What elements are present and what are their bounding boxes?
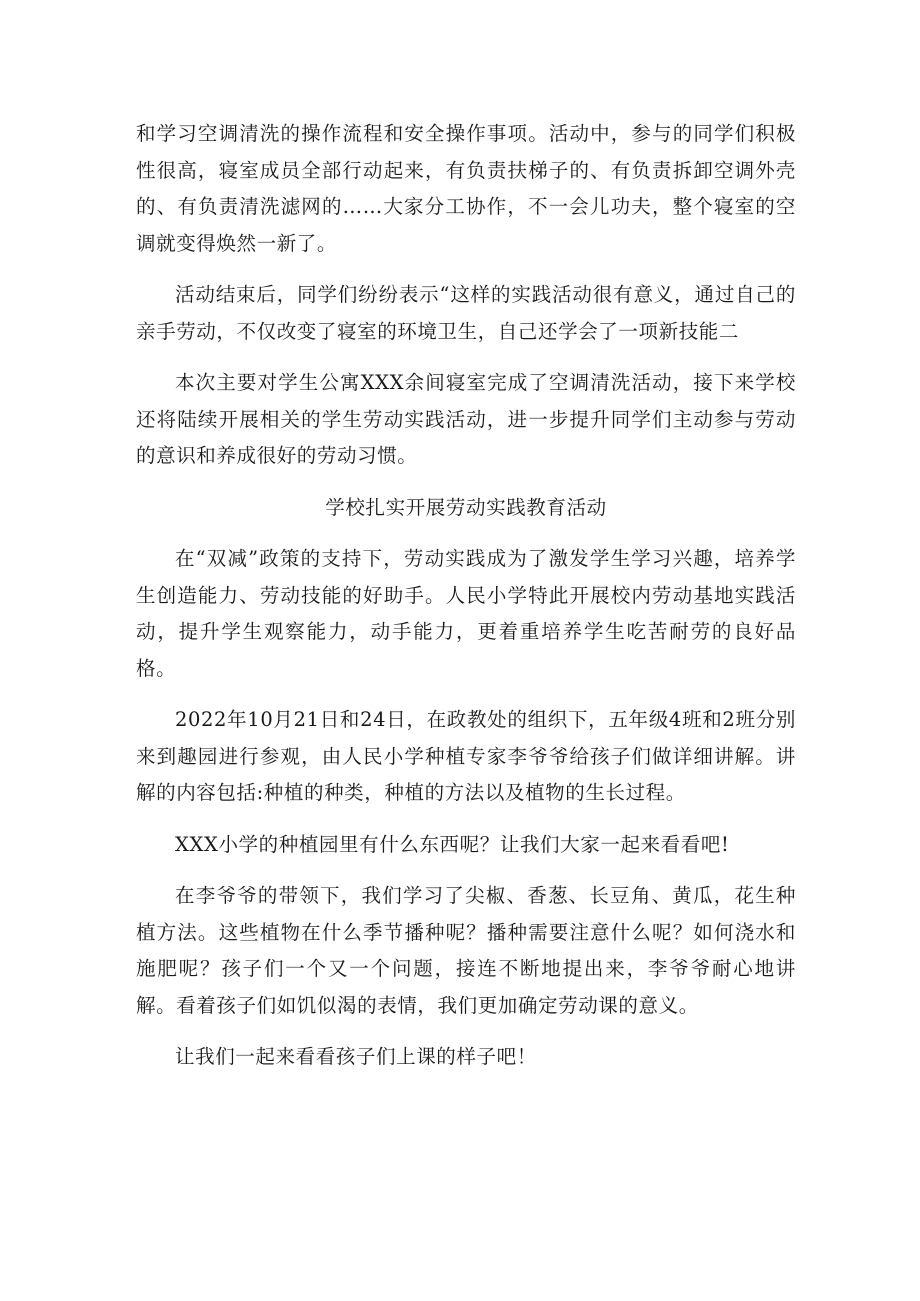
paragraph: 让我们一起来看看孩子们上课的样子吧！ [175, 1045, 537, 1068]
document-body [136, 116, 796, 1091]
section-title: 学校扎实开展劳动实践教育活动 [325, 495, 607, 519]
paragraph: 本次主要对学生公寓XXX余间寝室完成了空调清洗活动，接下来学校还将陆续开展相关的学生劳动实践活动，进一步提升同学们主动参与劳动的意识和养成很好的劳动习惯。 [136, 371, 796, 467]
paragraph-continued: 和学习空调清洗的操作流程和安全操作事项。活动中，参与的同学们积极性很高，寝室成员全部行动起来，有负责扶梯子的、有负责拆卸空调外壳的、有负责清洗滤网的……大家分工协作，不一会儿功夫，整个寝室的空调就变得焕然一新了。 [136, 122, 796, 255]
paragraph: XXX小学的种植园里有什么东西呢？让我们大家一起来看看吧! [175, 832, 730, 856]
paragraph: 2022年10月21日和24日，在政教处的组织下，五年级4班和2班分别来到趣园进行参观，由人民小学种植专家李爷爷给孩子们做详细讲解。讲解的内容包括:种植的种类，种植的方法以及植物的生长过程。 [136, 708, 796, 804]
paragraph: 在李爷爷的带领下，我们学习了尖椒、香葱、长豆角、黄瓜，花生种植方法。这些植物在什么季节播种呢？播种需要注意什么呢？如何浇水和施肥呢？孩子们一个又一个问题，接连不断地提出来，李爷爷耐心地讲解。看着孩子们如饥似渴的表情，我们更加确定劳动课的意义。 [136, 884, 796, 1017]
paragraph: 在“双减”政策的支持下，劳动实践成为了激发学生学习兴趣，培养学生创造能力、劳动技能的好助手。人民小学特此开展校内劳动基地实践活动，提升学生观察能力，动手能力，更着重培养学生吃苦耐劳的良好品格。 [136, 547, 796, 680]
paragraph: 活动结束后，同学们纷纷表示“这样的实践活动很有意义，通过自己的亲手劳动，不仅改变了寝室的环境卫生，自己还学会了一项新技能二 [136, 283, 796, 343]
